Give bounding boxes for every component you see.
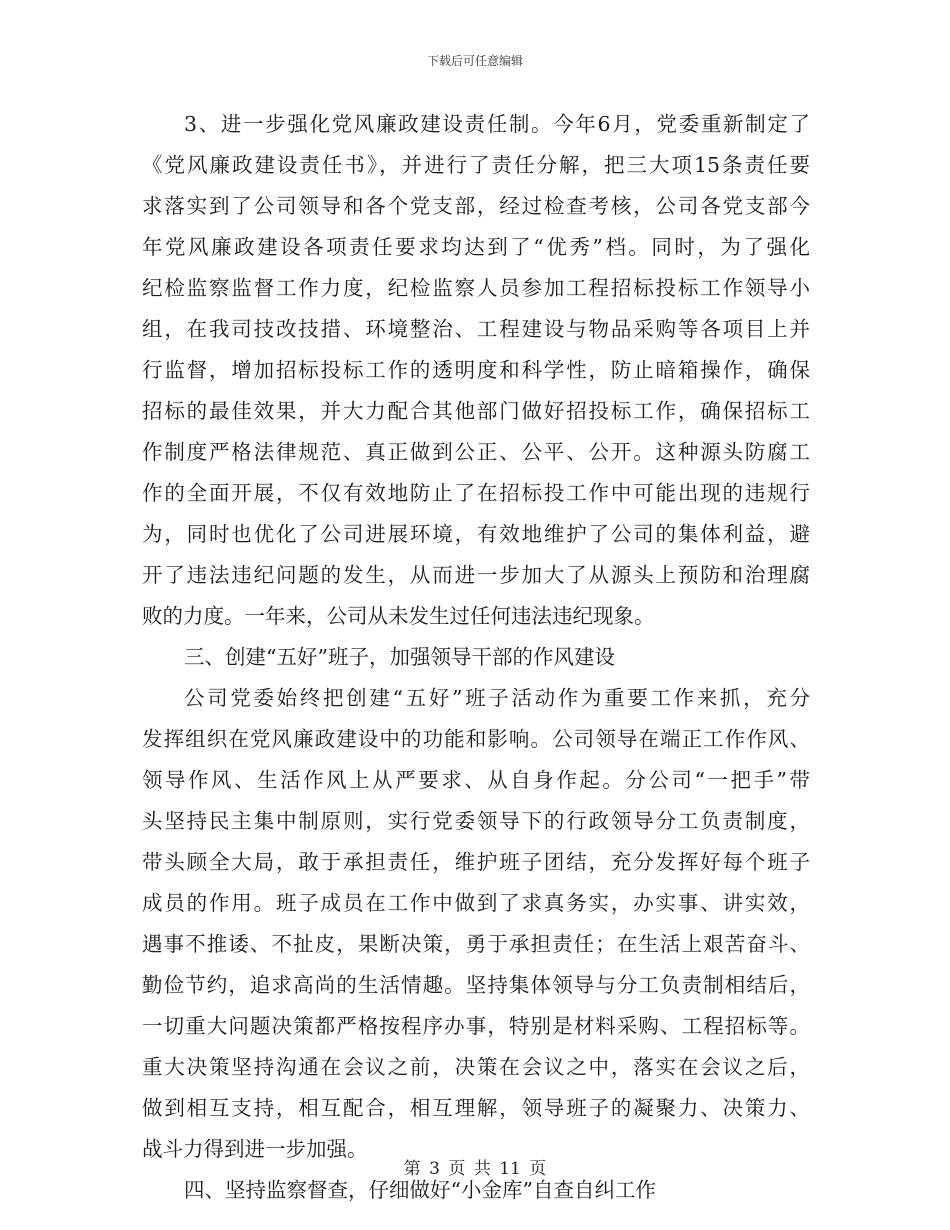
text-line: 求落实到了公司领导和各个党支部，经过检查考核，公司各党支部今 [142,194,810,218]
text-line: 头坚持民主集中制原则，实行党委领导下的行政领导分工负责制度， [142,809,810,833]
text-line: 发挥组织在党风廉政建设中的功能和影响。公司领导在端正工作作风、 [142,727,810,751]
text-line: 勤俭节约，追求高尚的生活情趣。坚持集体领导与分工负责制相结后， [142,973,810,997]
page-header: 下载后可任意编辑 [426,54,523,68]
text-line: 领导作风、生活作风上从严要求、从自身作起。分公司“一把手”带 [142,768,810,792]
text-line: 战斗力得到进一步加强。 [142,1137,368,1161]
text-line: 做到相互支持，相互配合，相互理解，领导班子的凝聚力、决策力、 [142,1096,810,1120]
page-footer: 第 3 页 共 11 页 [403,1159,547,1179]
text-line: 行监督，增加招标投标工作的透明度和科学性，防止暗箱操作，确保 [142,358,810,382]
text-line: 成员的作用。班子成员在工作中做到了求真务实，办实事、讲实效， [142,891,810,915]
text-line: 招标的最佳效果，并大力配合其他部门做好招投标工作，确保招标工 [142,399,810,423]
document-body [142,104,810,1211]
text-line: 3、进一步强化党风廉政建设责任制。今年6月，党委重新制定了 [184,112,810,136]
text-line: 组，在我司技改技措、环境整治、工程建设与物品采购等各项目上并 [142,317,810,341]
text-line: 年党风廉政建设各项责任要求均达到了“优秀”档。同时，为了强化 [142,235,810,259]
text-line: 公司党委始终把创建“五好”班子活动作为重要工作来抓，充分 [184,686,810,710]
text-line: 一切重大问题决策都严格按程序办事，特别是材料采购、工程招标等。 [142,1014,810,1038]
text-line: 《党风廉政建设责任书》，并进行了责任分解，把三大项15条责任要 [142,153,810,177]
text-line: 纪检监察监督工作力度，纪检监察人员参加工程招标投标工作领导小 [142,276,810,300]
text-line: 作的全面开展，不仅有效地防止了在招标投工作中可能出现的违规行 [142,481,810,505]
text-line: 带头顾全大局，敢于承担责任，维护班子团结，充分发挥好每个班子 [142,850,810,874]
text-line: 为，同时也优化了公司进展环境，有效地维护了公司的集体利益，避 [142,522,810,546]
text-line: 四、坚持监察督查，仔细做好“小金库”自查自纠工作 [184,1178,656,1202]
text-line: 三、创建“五好”班子，加强领导干部的作风建设 [184,645,615,669]
text-line: 重大决策坚持沟通在会议之前，决策在会议之中，落实在会议之后， [142,1055,810,1079]
text-line: 败的力度。一年来，公司从未发生过任何违法违纪现象。 [142,604,655,628]
text-line: 遇事不推诿、不扯皮，果断决策，勇于承担责任；在生活上艰苦奋斗、 [142,932,810,956]
text-line: 作制度严格法律规范、真正做到公正、公平、公开。这种源头防腐工 [142,440,810,464]
text-line: 开了违法违纪问题的发生，从而进一步加大了从源头上预防和治理腐 [142,563,810,587]
